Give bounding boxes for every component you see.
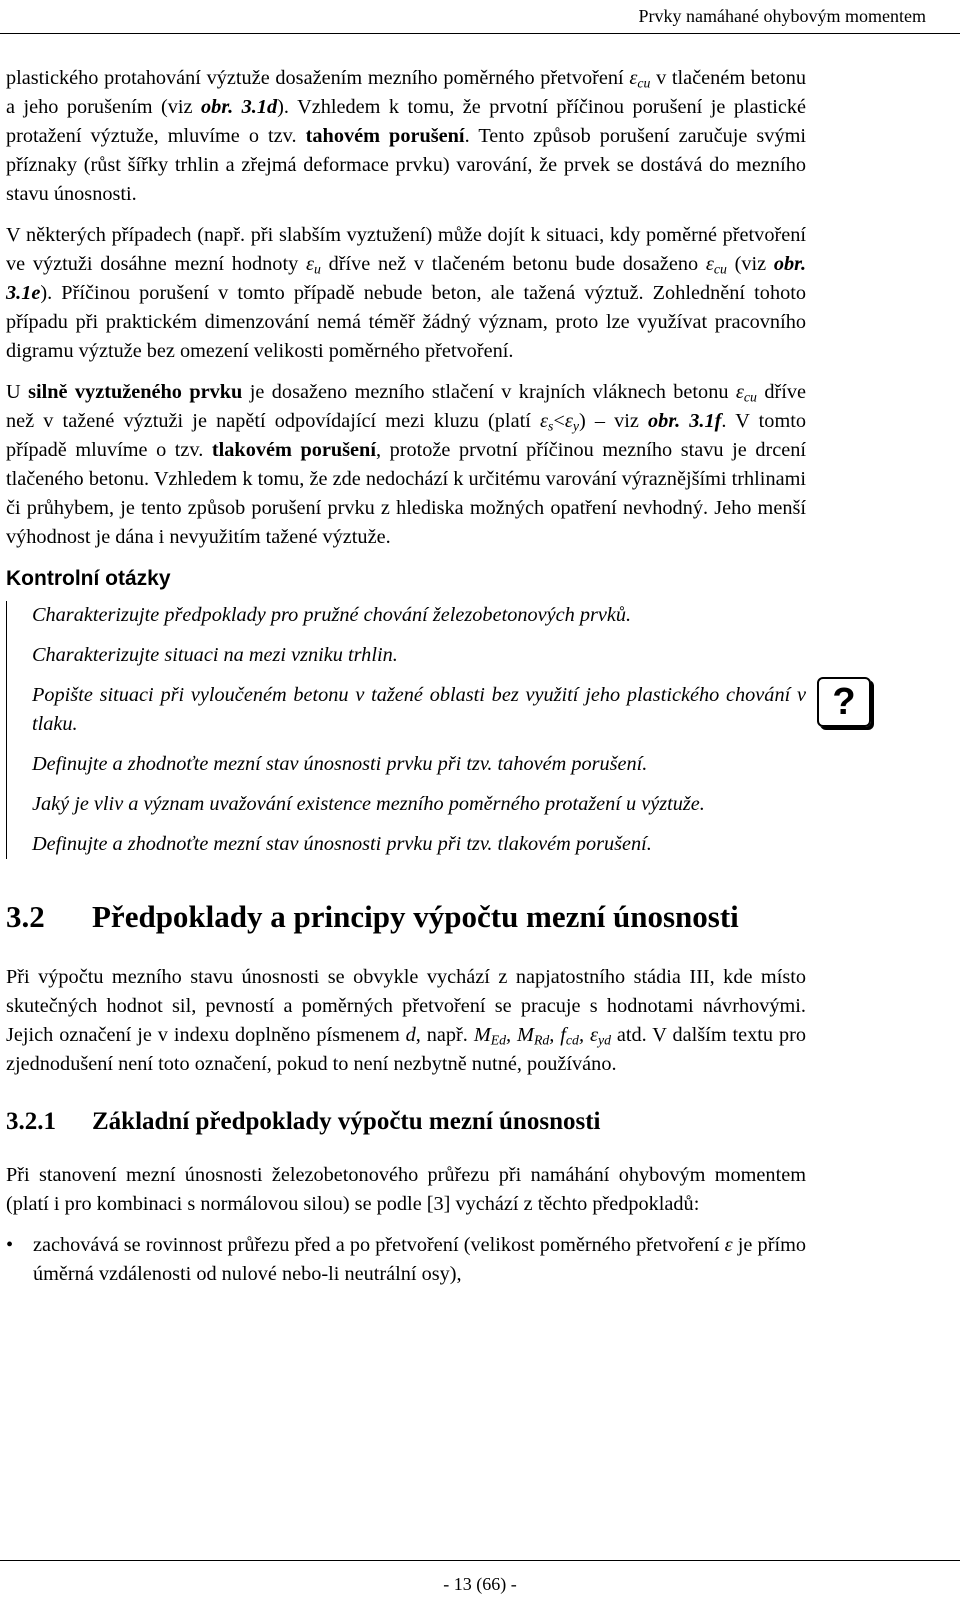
paragraph-weak-reinforcement: V některých případech (např. při slabším vyztužení) může dojít k situaci, kdy poměrné přetvoření ve výztuži dosáhne mezní hodnoty $\varepsilon_u$ dříve než v tlačeném betonu bude dosaženo $\varepsilon_{cu}$ (viz obr. 3.1e). Příčinou porušení v tomto případě nebude beton, ale tažená výztuž. Zohlednění tohoto případu při praktickém dimenzování nemá téměř žádný význam, proto lze využívat pracovního digramu výztuže bez omezení velikosti poměrného přetvoření. bbox=[6, 224, 807, 362]
questions-heading: Kontrolní otázky bbox=[6, 567, 171, 590]
header-rule bbox=[0, 33, 960, 34]
assumptions-list bbox=[6, 1231, 806, 1289]
page-header bbox=[0, 0, 960, 34]
paragraph-tensile-failure: plastického protahování výztuže dosažením mezního poměrného přetvoření $\varepsilon_{cu}$ v tlačeném betonu a jeho porušením (viz obr. 3.1d). Vzhledem k tomu, že prvotní příčinou porušení je plastické protažení výztuže, mluvíme o tzv. tahovém porušení. Tento způsob porušení zaručuje svými příznaky (růst šířky trhlin a zřejmá deformace prvku) varování, že prvek se dostává do mezního stavu únosnosti. bbox=[6, 67, 807, 205]
bullet-icon: • bbox=[6, 1234, 14, 1256]
question-item: Charakterizujte předpoklady pro pružné chování železobetonových prvků. bbox=[32, 604, 632, 626]
question-item: Definujte a zhodnoťte mezní stav únosnosti prvku při tzv. tahovém porušení. bbox=[32, 753, 648, 775]
question-item: Popište situaci při vyloučeném betonu v tažené oblasti bez využití jeho plastického chování v tlaku. bbox=[32, 684, 806, 735]
footer-rule bbox=[0, 1560, 960, 1561]
paragraph-compressive-failure: U silně vyztuženého prvku je dosaženo mezního stlačení v krajních vláknech betonu $\varepsilon_{cu}$ dříve než v tažené výztuži je napětí odpovídající mezi kluzu (platí $\varepsilon_s<\varepsilon_y$) – viz obr. 3.1f. V tomto případě mluvíme o tzv. tlakovém porušení, protože prvotní příčinou mezního stavu je drcení tlačeného betonu. Vzhledem k tomu, že zde nedochází k určitému varování výraznějšími trhlinami či průhybem, je tento způsob porušení prvku z hlediska možných opatření nevhodný. Jeho menší výhodnost je dána i nevyužitím tažené výztuže. bbox=[6, 381, 807, 548]
running-title: Prvky namáhané ohybovým momentem bbox=[638, 6, 926, 26]
question-item: Jaký je vliv a význam uvažování existence mezního poměrného protažení u výztuže. bbox=[32, 793, 705, 815]
page-content bbox=[6, 64, 806, 1289]
section-heading-3-2-1: 3.2.1 Základní předpoklady výpočtu mezní únosnosti bbox=[6, 1108, 601, 1135]
question-mark-icon: ? bbox=[817, 677, 871, 727]
page-number: - 13 (66) - bbox=[443, 1574, 517, 1594]
list-item: • zachovává se rovinnost průřezu před a po přetvoření (velikost poměrného přetvoření ε je přímo úměrná vzdálenosti od nulové nebo-li neutrální osy), bbox=[6, 1231, 806, 1289]
paragraph-assumptions-intro: Při stanovení mezní únosnosti železobetonového průřezu při namáhání ohybovým momentem (platí i pro kombinaci s normálovou silou) se podle [3] vychází z těchto předpokladů: bbox=[6, 1164, 806, 1215]
question-item: Charakterizujte situaci na mezi vzniku trhlin. bbox=[32, 644, 398, 666]
question-item: Definujte a zhodnoťte mezní stav únosnosti prvku při tzv. tlakovém porušení. bbox=[32, 833, 652, 855]
questions-list bbox=[6, 601, 806, 859]
paragraph-design-values: Při výpočtu mezního stavu únosnosti se obvykle vychází z napjatostního stádia III, kde místo skutečných hodnot sil, pevností a poměrných přetvoření se pracuje s hodnotami návrhovými. Jejich označení je v indexu doplněno písmenem d, např. $M_{Ed}$, $M_{Rd}$, $f_{cd}$, $\varepsilon_{yd}$ atd. V dalším textu pro zjednodušení není toto označení, pokud to není nezbytně nutné, používáno. bbox=[6, 966, 807, 1075]
section-heading-3-2: 3.2 Předpoklady a principy výpočtu mezní únosnosti bbox=[6, 899, 739, 934]
